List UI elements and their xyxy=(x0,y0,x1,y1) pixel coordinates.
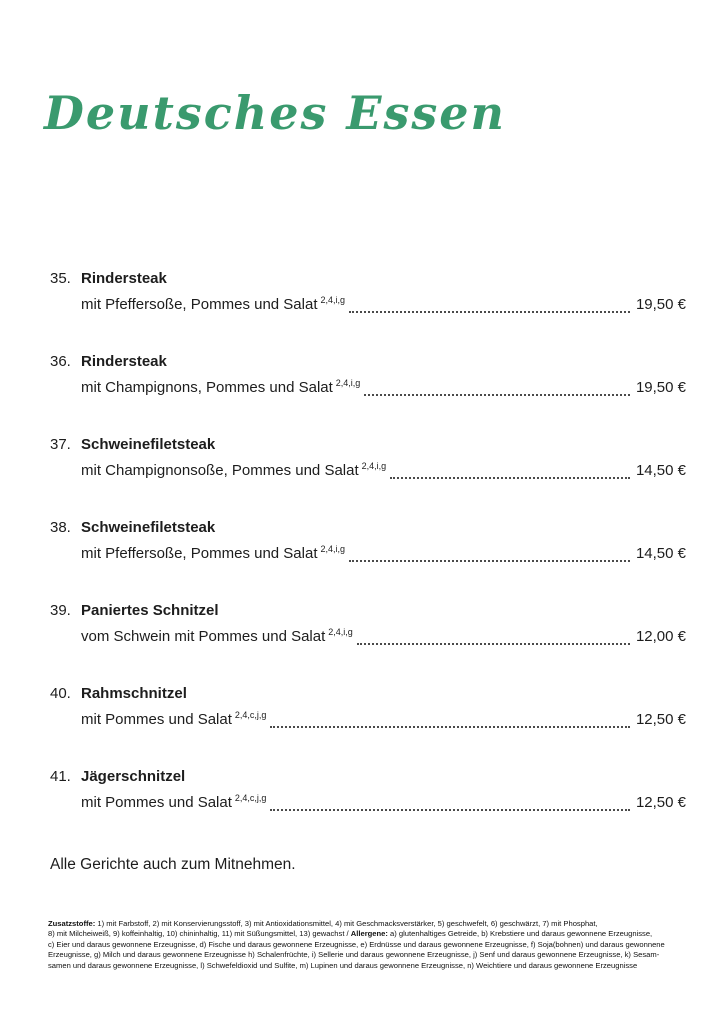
allergen-codes: 2,4,i,g xyxy=(320,544,346,554)
item-price: 14,50 € xyxy=(635,462,686,479)
dotted-leader xyxy=(270,726,630,728)
item-name: Rahmschnitzel xyxy=(81,685,187,702)
item-description-text: mit Pfeffersoße, Pommes und Salat xyxy=(81,296,318,313)
menu-item xyxy=(50,432,686,484)
allergen-codes: 2,4,c,j,g xyxy=(234,793,267,803)
item-name: Paniertes Schnitzel xyxy=(81,602,219,619)
item-description-text: mit Pfeffersoße, Pommes und Salat xyxy=(81,545,318,562)
footnote-text: a) glutenhaltiges Getreide, b) Krebstiere und daraus gewonnene Erzeugnisse, xyxy=(387,929,653,939)
menu-item xyxy=(50,681,686,733)
item-price: 12,50 € xyxy=(635,711,686,728)
item-description-text: mit Champignonsoße, Pommes und Salat xyxy=(81,462,359,479)
allergen-codes: 2,4,i,g xyxy=(328,627,353,637)
item-detail xyxy=(50,458,686,484)
menu-item xyxy=(50,515,686,567)
item-number: 38. xyxy=(50,519,71,536)
menu-item xyxy=(50,266,686,318)
footnote-label: Allergene: xyxy=(350,929,388,939)
item-name: Rindersteak xyxy=(81,353,167,370)
item-header xyxy=(50,266,686,292)
item-detail xyxy=(50,624,686,650)
item-number: 40. xyxy=(50,685,71,702)
menu-item xyxy=(50,349,686,401)
dotted-leader xyxy=(364,394,630,396)
footnote-text: 1) mit Farbstoff, 2) mit Konservierungsstoff, 3) mit Antioxidationsmittel, 4) mit Geschmacksverstärker, 5) geschwefelt, 6) geschwärzt, 7) mit Phosphat, xyxy=(95,919,598,928)
item-description xyxy=(81,790,266,816)
item-number: 35. xyxy=(50,270,71,287)
takeaway-note: Alle Gerichte auch zum Mitnehmen. xyxy=(50,856,296,873)
item-name: Schweinefiletsteak xyxy=(81,519,216,536)
footnote-line xyxy=(48,950,692,960)
item-description xyxy=(81,624,353,650)
item-description-text: mit Pommes und Salat xyxy=(81,711,232,728)
item-price: 12,00 € xyxy=(635,628,686,645)
item-detail xyxy=(50,707,686,733)
footnote-line xyxy=(48,940,692,950)
footnote-line xyxy=(48,929,692,939)
menu-item xyxy=(50,764,686,816)
dotted-leader xyxy=(357,643,630,645)
item-description-text: vom Schwein mit Pommes und Salat xyxy=(81,628,326,645)
allergen-codes: 2,4,i,g xyxy=(320,295,346,305)
item-price: 12,50 € xyxy=(635,794,686,811)
item-number: 41. xyxy=(50,768,71,785)
item-description-text: mit Champignons, Pommes und Salat xyxy=(81,379,333,396)
item-header xyxy=(50,681,686,707)
item-number: 37. xyxy=(50,436,71,453)
item-detail xyxy=(50,541,686,567)
item-number: 36. xyxy=(50,353,71,370)
item-header xyxy=(50,598,686,624)
item-description xyxy=(81,458,386,484)
item-header xyxy=(50,432,686,458)
footnote-line xyxy=(48,919,692,929)
item-name: Schweinefiletsteak xyxy=(81,436,216,453)
allergen-codes: 2,4,i,g xyxy=(361,461,387,471)
dotted-leader xyxy=(349,311,630,313)
item-price: 19,50 € xyxy=(635,296,686,313)
footnote-line xyxy=(48,961,692,971)
allergen-codes: 2,4,c,j,g xyxy=(234,710,267,720)
dotted-leader xyxy=(390,477,630,479)
footnote-text: 8) mit Milcheiweiß, 9) koffeinhaltig, 10) chininhaltig, 11) mit Süßungsmittel, 13) gewachst / xyxy=(48,929,351,939)
item-description xyxy=(81,375,360,401)
footnote xyxy=(48,919,692,971)
footnote-text: samen und daraus gewonnene Erzeugnisse, l) Schwefeldioxid und Sulfite, m) Lupinen und daraus gewonnene Erzeugnisse, n) Weichtiere und daraus gewonnene Erzeugnisse xyxy=(48,960,638,970)
item-header xyxy=(50,515,686,541)
item-detail xyxy=(50,375,686,401)
item-description xyxy=(81,541,345,567)
item-name: Rindersteak xyxy=(81,270,167,287)
item-price: 14,50 € xyxy=(635,545,686,562)
item-name: Jägerschnitzel xyxy=(81,768,186,785)
footnote-label: Zusatzstoffe: xyxy=(48,919,96,928)
menu-list xyxy=(50,266,686,847)
item-price: 19,50 € xyxy=(635,379,686,396)
item-header xyxy=(50,764,686,790)
item-header xyxy=(50,349,686,375)
footnote-text: Erzeugnisse, g) Milch und daraus gewonnene Erzeugnisse h) Schalenfrüchte, i) Sellerie und daraus gewonnene Erzeugnisse, j) Senf und daraus gewonnene Erzeugnisse, k) Sesam- xyxy=(48,950,660,960)
dotted-leader xyxy=(349,560,630,562)
item-description-text: mit Pommes und Salat xyxy=(81,794,232,811)
item-detail xyxy=(50,292,686,318)
footnote-text: c) Eier und daraus gewonnene Erzeugnisse, d) Fische und daraus gewonnene Erzeugnisse, e) Erdnüsse und daraus gewonnene Erzeugnisse, f) Soja(bohnen) und daraus gewonnene xyxy=(48,939,665,949)
item-description xyxy=(81,292,345,318)
item-description xyxy=(81,707,266,733)
item-number: 39. xyxy=(50,602,71,619)
allergen-codes: 2,4,i,g xyxy=(335,378,361,388)
menu-item xyxy=(50,598,686,650)
page-title: Deutsches Essen xyxy=(44,86,506,140)
item-detail xyxy=(50,790,686,816)
dotted-leader xyxy=(270,809,630,811)
